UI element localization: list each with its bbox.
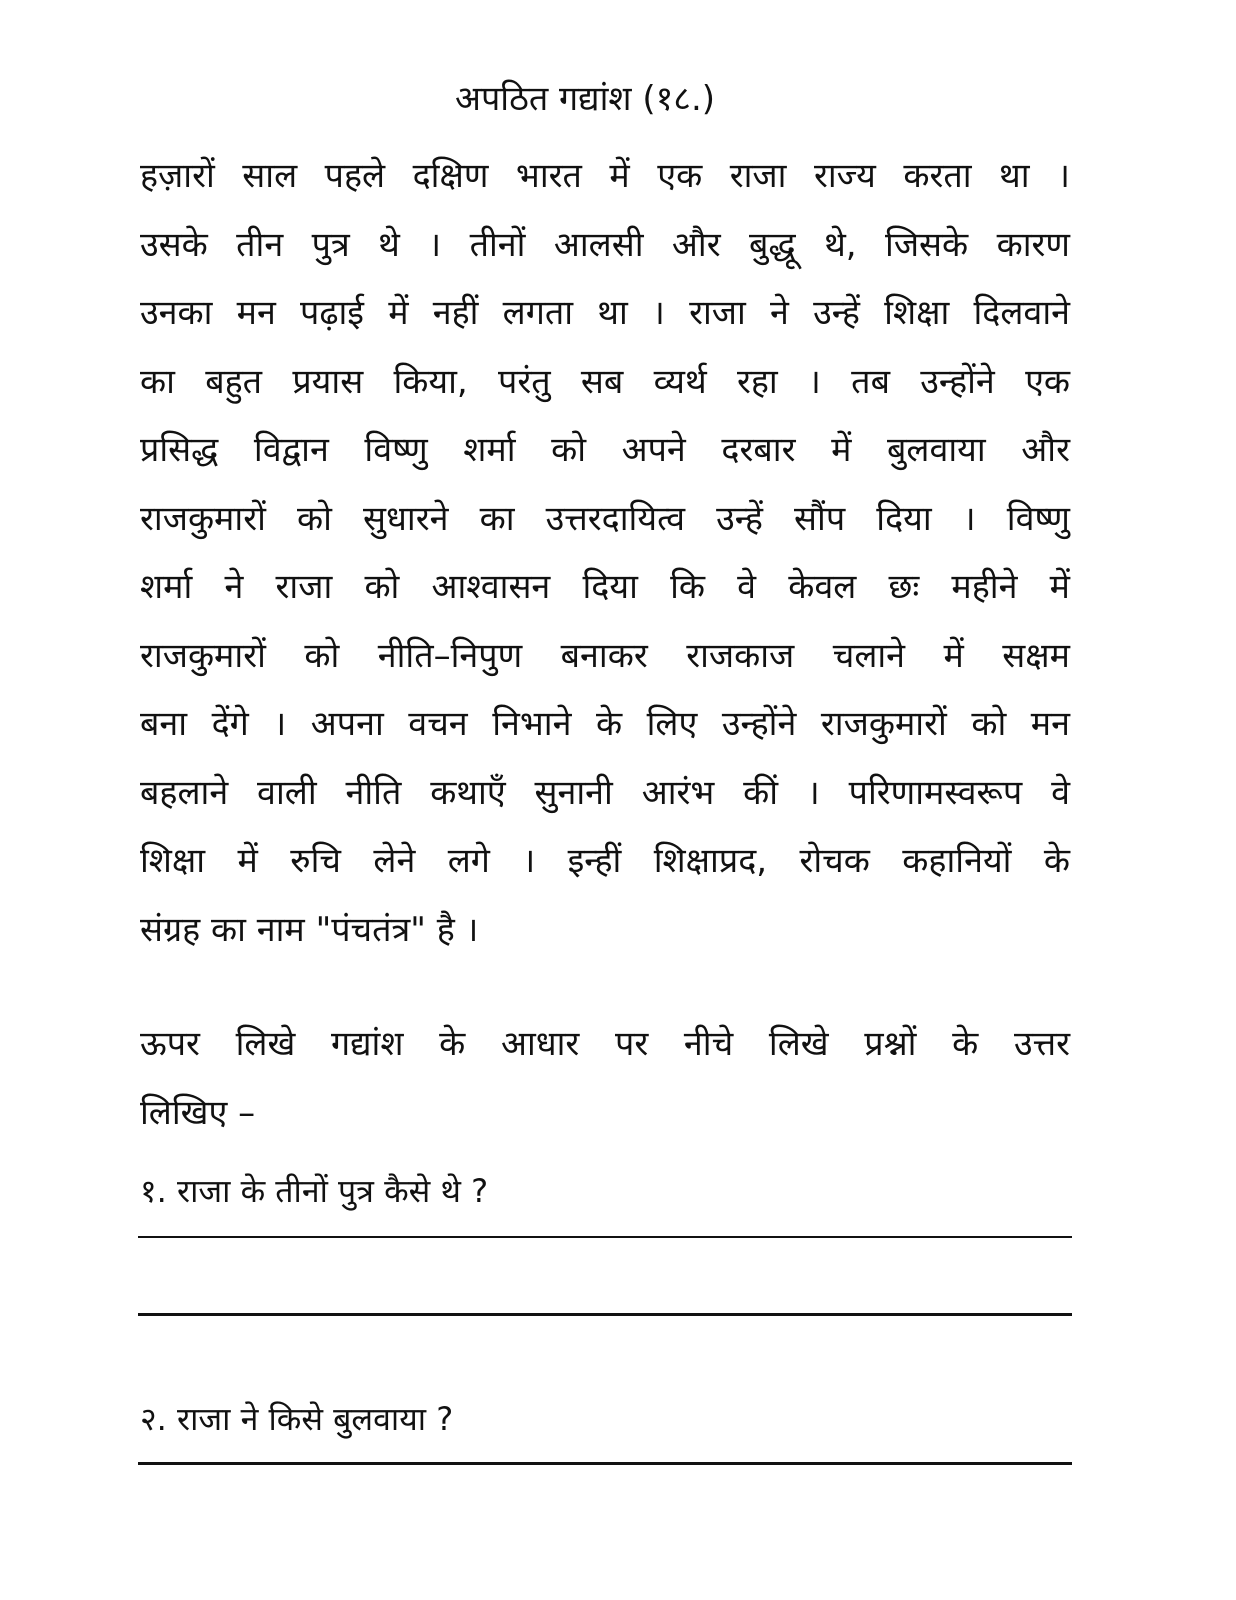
answer-line-q1-2[interactable] [138,1313,1072,1316]
instructions [140,1014,1070,1151]
page-title: अपठित गद्यांश (१८.) [454,79,716,119]
passage-line: शिक्षा में रुचि लेने लगे । इन्हीं शिक्षाप्रद, रोचक कहानियों के [140,841,1070,881]
passage-line: बना देंगे । अपना वचन निभाने के लिए उन्होंने राजकुमारों को मन [140,704,1070,744]
passage-line: बहलाने वाली नीति कथाएँ सुनानी आरंभ कीं । परिणामस्वरूप वे [140,772,1070,813]
answer-line-q2-1[interactable] [138,1462,1072,1465]
passage-line: शर्मा ने राजा को आश्वासन दिया कि वे केवल छः महीने में [140,567,1070,607]
passage-line: राजकुमारों को सुधारने का उत्तरदायित्व उन्हें सौंप दिया । विष्णु [140,498,1070,539]
question-1: १. राजा के तीनों पुत्र कैसे थे ? [140,1172,489,1210]
passage-line: संग्रह का नाम "पंचतंत्र" है । [140,909,479,950]
question-2: २. राजा ने किसे बुलवाया ? [140,1400,454,1438]
passage-line: उनका मन पढ़ाई में नहीं लगता था । राजा ने उन्हें शिक्षा दिलवाने [140,293,1070,333]
passage-line: हज़ारों साल पहले दक्षिण भारत में एक राजा राज्य करता था । [140,156,1070,196]
passage [140,146,1070,968]
passage-line: उसके तीन पुत्र थे । तीनों आलसी और बुद्धू थे, जिसके कारण [140,224,1070,265]
instruction-line: ऊपर लिखे गद्यांश के आधार पर नीचे लिखे प्रश्नों के उत्तर [140,1024,1070,1064]
instruction-line: लिखिए – [140,1092,256,1133]
passage-line: राजकुमारों को नीति–निपुण बनाकर राजकाज चलाने में सक्षम [140,635,1070,676]
passage-line: प्रसिद्ध विद्वान विष्णु शर्मा को अपने दरबार में बुलवाया और [140,430,1070,470]
answer-line-q1-1[interactable] [138,1236,1072,1238]
passage-line: का बहुत प्रयास किया, परंतु सब व्यर्थ रहा । तब उन्होंने एक [140,361,1070,402]
